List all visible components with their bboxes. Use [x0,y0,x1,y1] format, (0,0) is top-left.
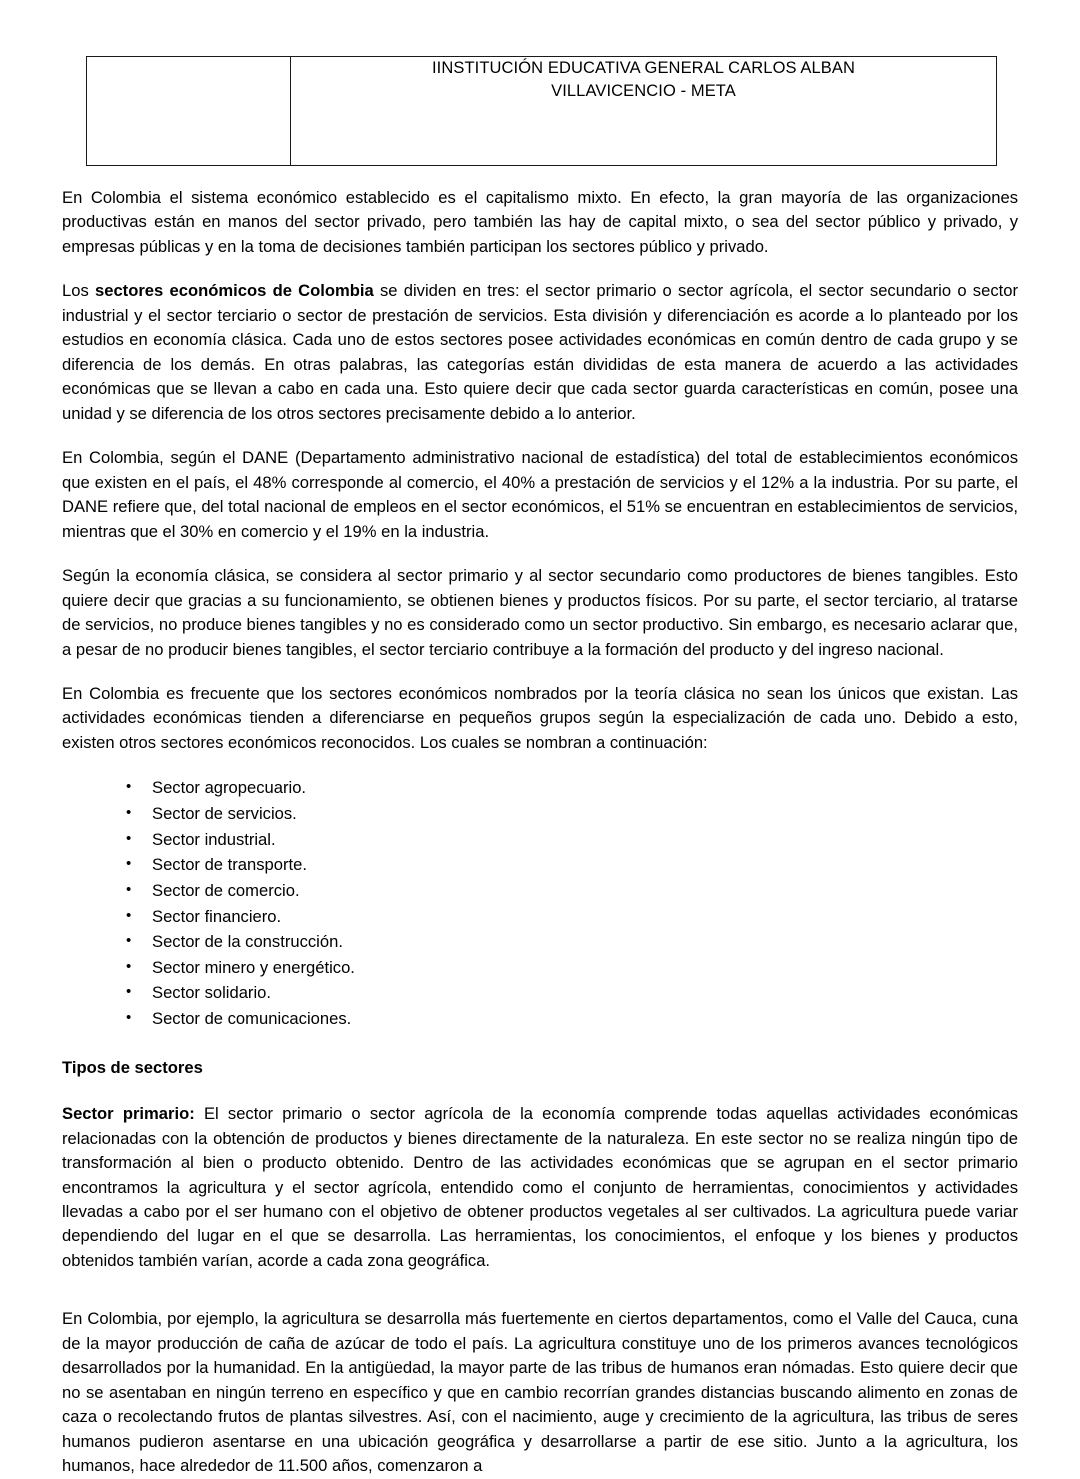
list-item: • Sector industrial. [62,827,1018,853]
header-table-row [87,57,997,166]
sector-primario-label: Sector primario: [62,1104,195,1124]
list-item: • Sector solidario. [62,980,1018,1006]
paragraph-economia-clasica: Según la economía clásica, se considera al sector primario y al sector secundario como productores de bienes tangibles. Esto quiere decir que gracias a su funcionamiento, se obtienen bienes y productos físicos. Por su parte, el sector terciario, al tratarse de servicios, no produce bienes tangibles y no es considerado como un sector productivo. Sin embargo, es necesario aclarar que, a pesar de no producir bienes tangibles, el sector terciario contribuye a la formación del producto y del ingreso nacional. [62,566,1018,659]
paragraph-dane-estadisticas: En Colombia, según el DANE (Departamento administrativo nacional de estadística) del total de establecimientos económicos que existen en el país, el 48% corresponde al comercio, el 40% a prestación de servicios y el 12% a la industria. Por su parte, el DANE refiere que, del total nacional de empleos en el sector económicos, el 51% se encuentran en establecimientos de servicios, mientras que el 30% en comercio y el 19% en la industria. [62,448,1018,541]
institution-name-line-1: IINSTITUCIÓN EDUCATIVA GENERAL CARLOS ALBAN [431,59,855,77]
document-body [62,186,1018,1479]
header-title-cell [291,57,997,166]
section-heading-tipos-de-sectores: Tipos de sectores [62,1057,203,1077]
sectores-economicos-emphasis: sectores económicos de Colombia [95,281,374,301]
sector-bullet-list [62,775,1018,1031]
header-logo-cell [87,57,291,166]
paragraph-sector-primario [62,1102,1018,1273]
paragraph-otros-sectores: En Colombia es frecuente que los sectores económicos nombrados por la teoría clásica no sean los únicos que existan. Las actividades económicas tienden a diferenciarse en pequeños grupos según la especialización de cada uno. Debido a esto, existen otros sectores económicos reconocidos. Los cuales se nombran a continuación: [62,683,1018,752]
sector-primario-text: El sector primario o sector agrícola de la economía comprende todas aquellas actividades económicas relacionadas con la obtención de productos y bienes directamente de la naturaleza. En este sector no se realiza ningún tipo de transformación al bien o producto obtenido. Dentro de las actividades económicas que se agrupan en el sector primario encontramos la agricultura y el sector agrícola, entendido como el conjunto de herramientas, conocimientos y actividades llevadas a cabo por el ser humano con el objetivo de obtener productos vegetales al ser cultivados. La agricultura puede variar dependiendo del lugar en el que se desarrolla. Las herramientas, los conocimientos, el enfoque y los bienes y productos obtenidos también varían, acorde a cada zona geográfica. [62,1104,1018,1270]
list-item: • Sector minero y energético. [62,955,1018,981]
document-header-table [86,56,997,166]
paragraph-spacer [62,1293,1018,1307]
paragraph-sectores-economicos [62,279,1018,426]
paragraph-agricultura-colombia: En Colombia, por ejemplo, la agricultura se desarrolla más fuertemente en ciertos departamentos, como el Valle del Cauca, cuna de la mayor producción de caña de azúcar de todo el país. La agricultura constituye uno de los primeros avances tecnológicos desarrollados por la humanidad. En la antigüedad, la mayor parte de las tribus de humanos eran nómadas. Esto quiere decir que no se asentaban en ningún terreno en específico y que en cambio recorrían grandes distancias buscando alimento en zonas de caza o recolectando frutos de plantas silvestres. Así, con el nacimiento, auge y crecimiento de la agricultura, las tribus de seres humanos pudieron asentarse en una ubicación geográfica y desarrollarse a partir de ese sitio. Junto a la agricultura, los humanos, hace alrededor de 11.500 años, comenzaron a [62,1309,1018,1476]
list-item: • Sector de comercio. [62,878,1018,904]
paragraph-capitalismo-mixto: En Colombia el sistema económico establecido es el capitalismo mixto. En efecto, la gran mayoría de las organizaciones productivas están en manos del sector privado, pero también las hay de capital mixto, o sea del sector público y privado, y empresas públicas y en la toma de decisiones también participan los sectores público y privado. [62,188,1018,256]
paragraph-rest-text: se dividen en tres: el sector primario o sector agrícola, el sector secundario o sector industrial y el sector terciario o sector de prestación de servicios. Esta división y diferenciación es acorde a lo planteado por los estudios en economía clásica. Cada uno de estos sectores posee actividades económicas en común dentro de cada grupo y se diferencia de los demás. En otras palabras, las categorías están divididas de esta manera de acuerdo a las actividades económicas que se llevan a cabo en cada una. Esto quiere decir que cada sector guarda características en común, posee una unidad y se diferencia de los otros sectores precisamente debido a lo anterior. [62,281,1018,423]
paragraph-lead-text: Los [62,281,95,301]
institution-location-line-2: VILLAVICENCIO - META [551,82,736,101]
list-item: • Sector financiero. [62,904,1018,930]
list-item: • Sector de transporte. [62,852,1018,878]
list-item: • Sector de la construcción. [62,929,1018,955]
list-item: • Sector agropecuario. [62,775,1018,801]
list-item: • Sector de comunicaciones. [62,1006,1018,1032]
list-item: • Sector de servicios. [62,801,1018,827]
